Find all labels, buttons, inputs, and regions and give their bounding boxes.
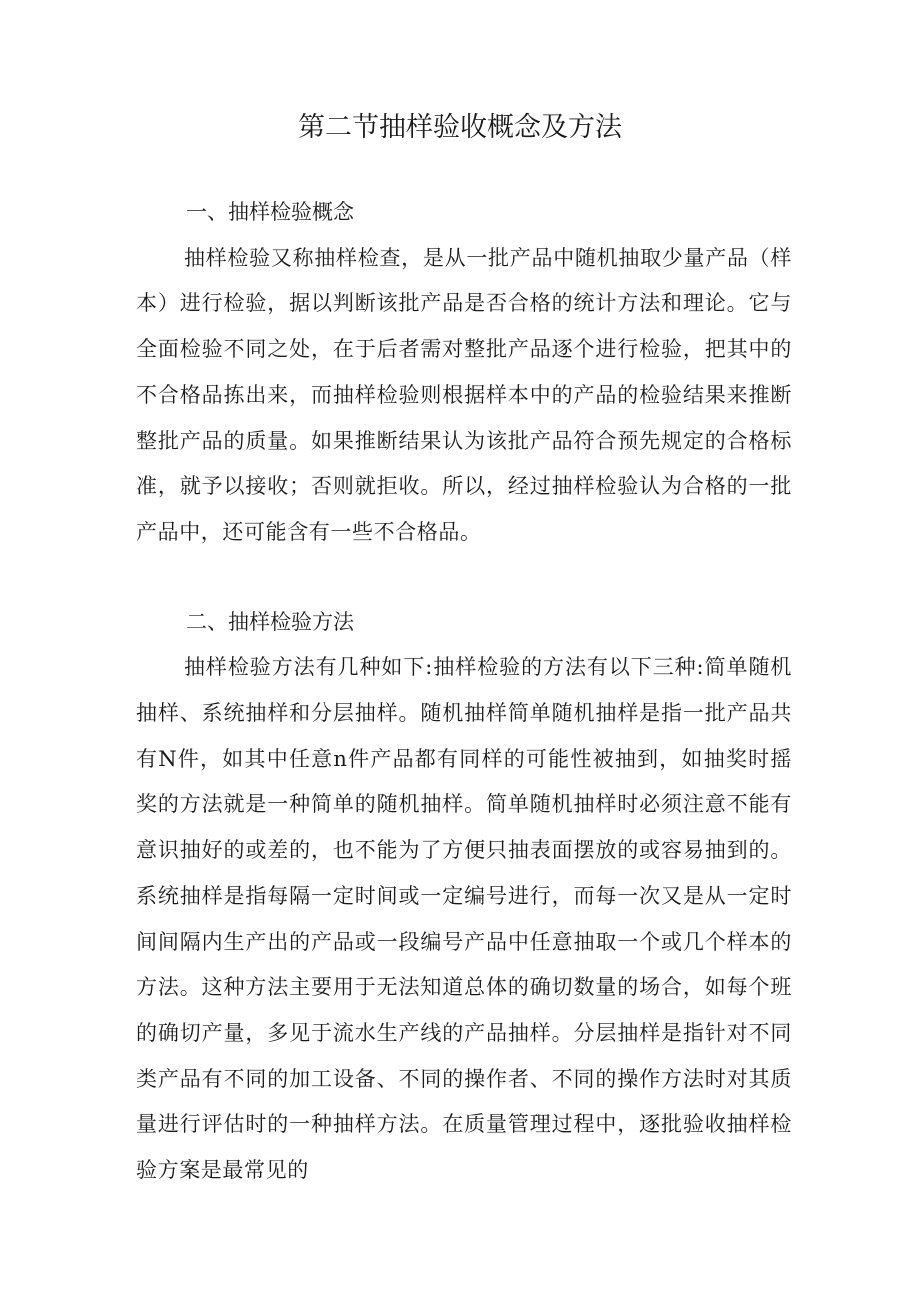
section-heading-concept: 一、抽样检验概念 bbox=[186, 200, 354, 224]
section-heading-methods: 二、抽样检验方法 bbox=[186, 609, 354, 634]
page-title: 第二节抽样验收概念及方法 bbox=[298, 112, 622, 143]
section-spacer bbox=[136, 556, 792, 600]
section-paragraph-methods: 抽样检验方法有几种如下:抽样检验的方法有以下三种:简单随机抽样、系统抽样和分层抽样。随机抽样简单随机抽样是指一批产品共有N件，如其中任意n件产品都有同样的可能性被抽到，如抽奖时摇奖的方法就是一种简单的随机抽样。简单随机抽样时必须注意不能有意识抽好的或差的，也不能为了方便只抽表面摆放的或容易抽到的。系统抽样是指每隔一定时间或一定编号进行，而每一次又是从一定时间间隔内生产出的产品或一段编号产品中任意抽取一个或几个样本的方法。这种方法主要用于无法知道总体的确切数量的场合，如每个班的确切产量，多见于流水生产线的产品抽样。分层抽样是指针对不同类产品有不同的加工设备、不同的操作者、不同的操作方法时对其质量进行评估时的一种抽样方法。在质量管理过程中，逐批验收抽样检验方案是最常见的 bbox=[136, 655, 792, 1183]
section-paragraph-concept: 抽样检验又称抽样检查，是从一批产品中随机抽取少量产品（样本）进行检验，据以判断该批产品是否合格的统计方法和理论。它与全面检验不同之处，在于后者需对整批产品逐个进行检验，把其中的不合格品拣出来，而抽样检验则根据样本中的产品的检验结果来推断整批产品的质量。如果推断结果认为该批产品符合预先规定的合格标准，就予以接收；否则就拒收。所以，经过抽样检验认为合格的一批产品中，还可能含有一些不合格品。 bbox=[136, 245, 792, 544]
document-body bbox=[136, 190, 792, 1194]
